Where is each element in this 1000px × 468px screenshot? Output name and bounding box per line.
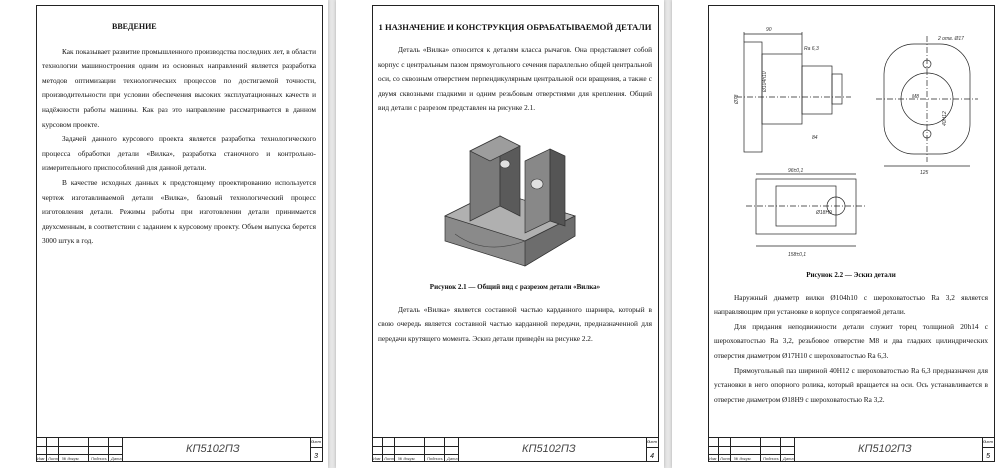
stamp-label: Лист [384, 456, 395, 461]
title-block [708, 437, 995, 462]
document-code: КП5102ПЗ [186, 443, 240, 455]
stamp-label: Изм [373, 456, 381, 461]
stamp-label: Изм [37, 456, 45, 461]
stamp-label: № докум. [62, 456, 80, 461]
dimension-label: Ø104h10 [762, 71, 768, 92]
sheet-label: Лист [310, 439, 321, 444]
sheet-number: 4 [650, 453, 654, 460]
stamp-label: № докум. [734, 456, 752, 461]
page-5 [672, 0, 1000, 468]
stamp-label: Дата [447, 456, 458, 461]
stamp-label: № докум. [398, 456, 416, 461]
paragraph: Для придания неподвижности детали служит торец толщиной 20h14 с шероховатостью Ra 3,2, резьбовое отверстие М8 и два гладких цилиндрических отверстия диаметром Ø17Н10 с шероховатостью Ra 6,3. [714, 321, 988, 360]
paragraph: В качестве исходных данных к предстоящему проектированию используется чертеж изготавливаемой детали «Вилка», базовый технологический процесс изготовления детали. Режимы работы при изготовлении детали принимается двухсменным, в соответствии с заданием к курсовому проекту. Объем выпуска берется 3000 штук в год. [42, 177, 316, 246]
sheet-label: Лист [646, 439, 657, 444]
stamp-label: Подпись [91, 456, 107, 461]
dimension-label: 2 отв. Ø17 [938, 36, 964, 42]
section-heading: 1 НАЗНАЧЕНИЕ И КОНСТРУКЦИЯ ОБРАБАТЫВАЕМОЙ ДЕТАЛИ [378, 22, 652, 32]
stamp-label: Дата [111, 456, 122, 461]
roughness-label: Ra 6,3 [804, 46, 819, 52]
stamp-label: Подпись [763, 456, 779, 461]
paragraph: Деталь «Вилка» относится к деталям класса рычагов. Она представляет собой корпус с центральным пазом прямоугольного сечения параллельно общей центральной оси, со сквозным отверстием перпендикулярным центральной оси вращения, а также с двумя сквозными гладкими и одним резьбовым отверстиями для крепления. Общий вид детали с разрезом представлен на рисунке 2.1. [378, 45, 652, 113]
paragraph: Прямоугольный паз шириной 40Н12 с шероховатостью Ra 6,3 предназначен для установки в него опорного ролика, который вращается на оси. Ось устанавливается в отверстие диаметром Ø18Н9 с шероховатостью Ra 3,2. [714, 365, 988, 404]
stamp-label: Лист [720, 456, 731, 461]
section-heading: ВВЕДЕНИЕ [112, 22, 157, 31]
document-code: КП5102ПЗ [522, 443, 576, 455]
paragraph: Как показывает развитие промышленного производства последних лет, в области технологии машиностроения одним из основных направлений является разработка методов оптимизации технологических процессов по достигаемой точности, производительности при условии обеспечения высоких эксплуатационных качеств и надёжности работы машины. Как раз это направление рассматривается в данном курсовом проекте. [42, 46, 316, 129]
dimension-label: 40Н12 [942, 111, 948, 126]
figure-caption: Рисунок 2.2 — Эскиз детали [806, 271, 896, 279]
stamp-label: Дата [783, 456, 794, 461]
dimension-label: 125 [920, 170, 929, 176]
part-sketch-drawing [716, 14, 986, 264]
dimension-label: Ø78 [734, 94, 740, 104]
title-block [36, 437, 323, 462]
part-3d-view-figure [425, 116, 605, 276]
dimension-label: М8 [912, 94, 919, 100]
sheet-label: Лист [982, 439, 993, 444]
stamp-label: Подпись [427, 456, 443, 461]
title-block [372, 437, 659, 462]
dimension-label: Ø18Н9 [816, 210, 832, 216]
dimension-label: 96±0,1 [788, 168, 804, 174]
page-content [42, 20, 316, 422]
page-3 [0, 0, 328, 468]
page-4 [336, 0, 664, 468]
page-content [714, 14, 988, 422]
paragraph: Наружный диаметр вилки Ø104h10 с шероховатостью Ra 3,2 является направляющим при установке в корпусе сопрягаемой детали. [714, 292, 988, 317]
paragraph: Деталь «Вилка» является составной частью карданного шарнира, который в свою очередь является составной частью карданной передачи, предназначенной для передачи крутящего момента. Эскиз детали приведён на рисунке 2.2. [378, 304, 652, 343]
dimension-label: 84 [812, 135, 818, 141]
dimension-label: 158±0,1 [788, 252, 807, 258]
page-content [378, 20, 652, 422]
document-code: КП5102ПЗ [858, 443, 912, 455]
stamp-label: Изм [709, 456, 717, 461]
dimension-label: 90 [766, 27, 772, 33]
stamp-label: Лист [48, 456, 59, 461]
figure-caption: Рисунок 2.1 — Общий вид с разрезом детали «Вилка» [429, 282, 601, 291]
sheet-number: 5 [986, 453, 990, 460]
sheet-number: 3 [314, 453, 318, 460]
paragraph: Задачей данного курсового проекта является разработка технологического процесса обработки детали «Вилка», разработка станочного и контрольно-измерительного приспособлений для данной детали. [42, 134, 316, 173]
